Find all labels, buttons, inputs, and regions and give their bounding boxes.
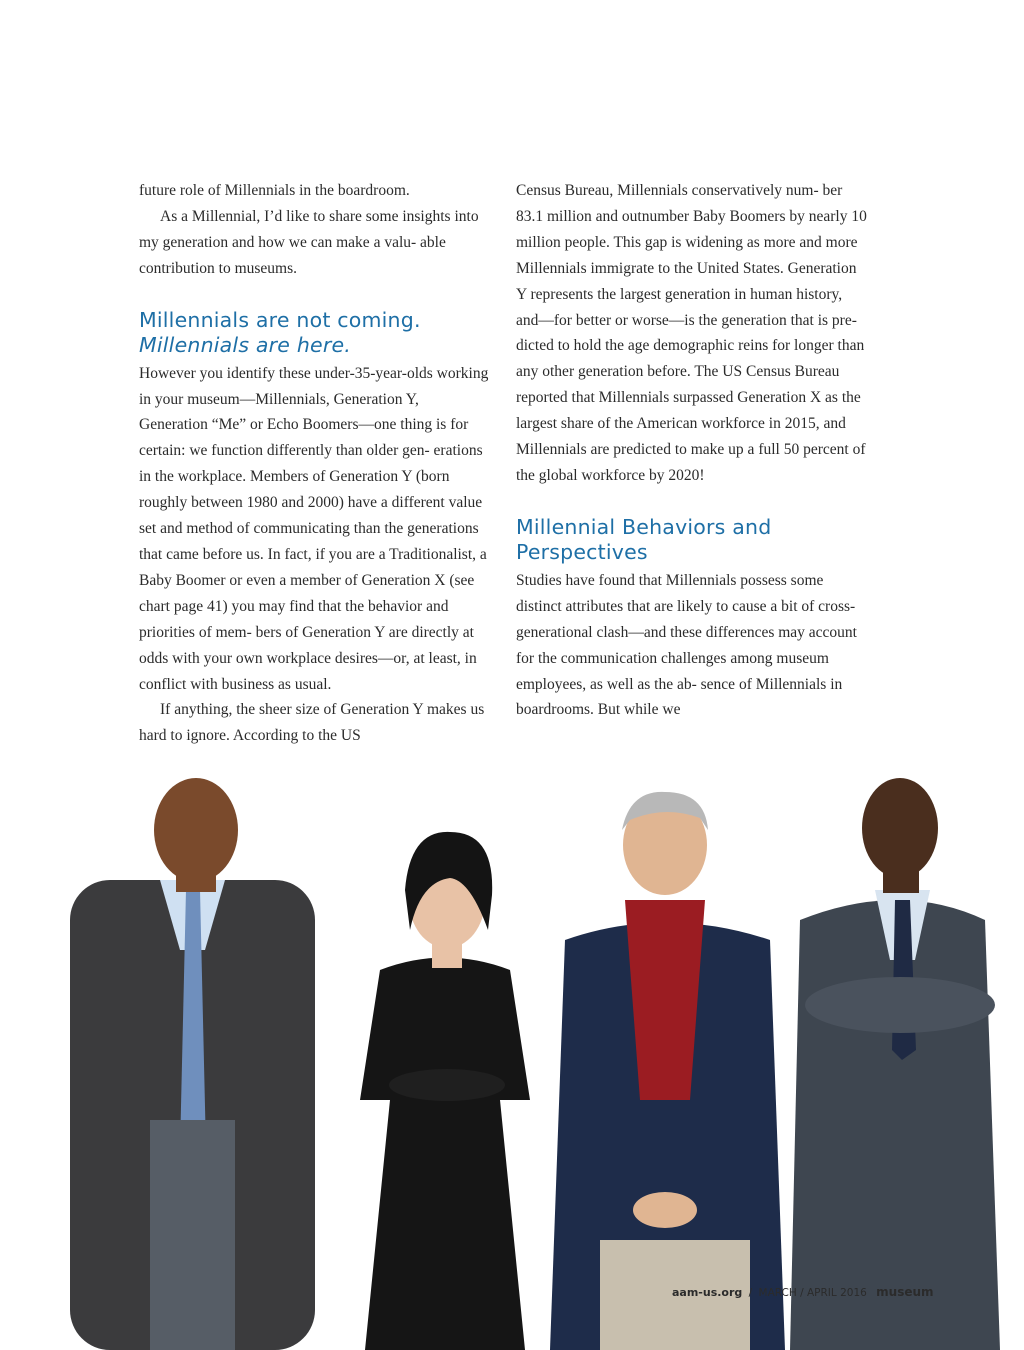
person-3-figure bbox=[550, 792, 785, 1350]
person-4-figure bbox=[790, 778, 1000, 1350]
person-2-figure bbox=[360, 832, 530, 1350]
heading-line: Perspectives bbox=[516, 539, 648, 564]
footer-site: aam-us.org bbox=[672, 1286, 743, 1299]
footer-separator: / bbox=[748, 1287, 753, 1299]
person-1-figure bbox=[70, 778, 315, 1350]
footer-magazine-logo: museum bbox=[876, 1285, 934, 1299]
paragraph: If anything, the sheer size of Generation Y makes us hard to ignore. According to the US bbox=[139, 701, 485, 745]
heading-line-italic: Millennials are here. bbox=[139, 332, 352, 357]
section-heading-behaviors bbox=[516, 515, 868, 565]
heading-line: Millennial Behaviors and bbox=[516, 514, 772, 539]
paragraph: Studies have found that Millennials possess some distinct attributes that are likely to cause a bit of cross-generational clash—and these differences may account for the communication challenges among museum employees, as well as the ab- sence of Millennials in boardrooms. But while we bbox=[516, 571, 857, 719]
paragraph: As a Millennial, I’d like to share some insights into my generation and how we can make a valu- able contribution to museums. bbox=[139, 207, 479, 277]
left-text-column bbox=[139, 178, 491, 749]
paragraph: However you identify these under-35-year-olds working in your museum—Millennials, Generation Y, Generation “Me” or Echo Boomers—one thing is for certain: we function differently than older gen- erations in the workplace. Members of Generation Y (born roughly between 1980 and 2000) have a different value set and method of communicating than the generations that came before us. In fact, if you are a Traditionalist, a Baby Boomer or even a member of Generation X (see chart page 41) you may find that the behavior and priorities of mem- bers of Generation Y are directly at odds with your own workplace desires—or, at least, in conflict with business as usual. bbox=[139, 364, 489, 693]
group-photo bbox=[0, 770, 1024, 1350]
page-footer bbox=[672, 1285, 934, 1299]
people-illustration bbox=[0, 770, 1024, 1350]
paragraph: Census Bureau, Millennials conservatively num- ber 83.1 million and outnumber Baby Boomers by nearly 10 million people. This gap is widening as more and more Millennials immigrate to the United States. Generation Y represents the largest generation in human history, and—for better or worse—is the generation that is pre- dicted to hold the age demographic reins for longer than any other generation before. The US Census Bureau reported that Millennials surpassed Generation X as the largest share of the American workforce in 2015, and Millennials are predicted to make up a full 50 percent of the global workforce by 2020! bbox=[516, 182, 867, 484]
heading-line: Millennials are not coming. bbox=[139, 307, 421, 332]
right-text-column bbox=[516, 178, 868, 723]
footer-issue: MARCH / APRIL 2016 bbox=[758, 1287, 867, 1299]
section-heading-millennials-here bbox=[139, 308, 491, 358]
paragraph: future role of Millennials in the boardroom. bbox=[139, 182, 410, 199]
